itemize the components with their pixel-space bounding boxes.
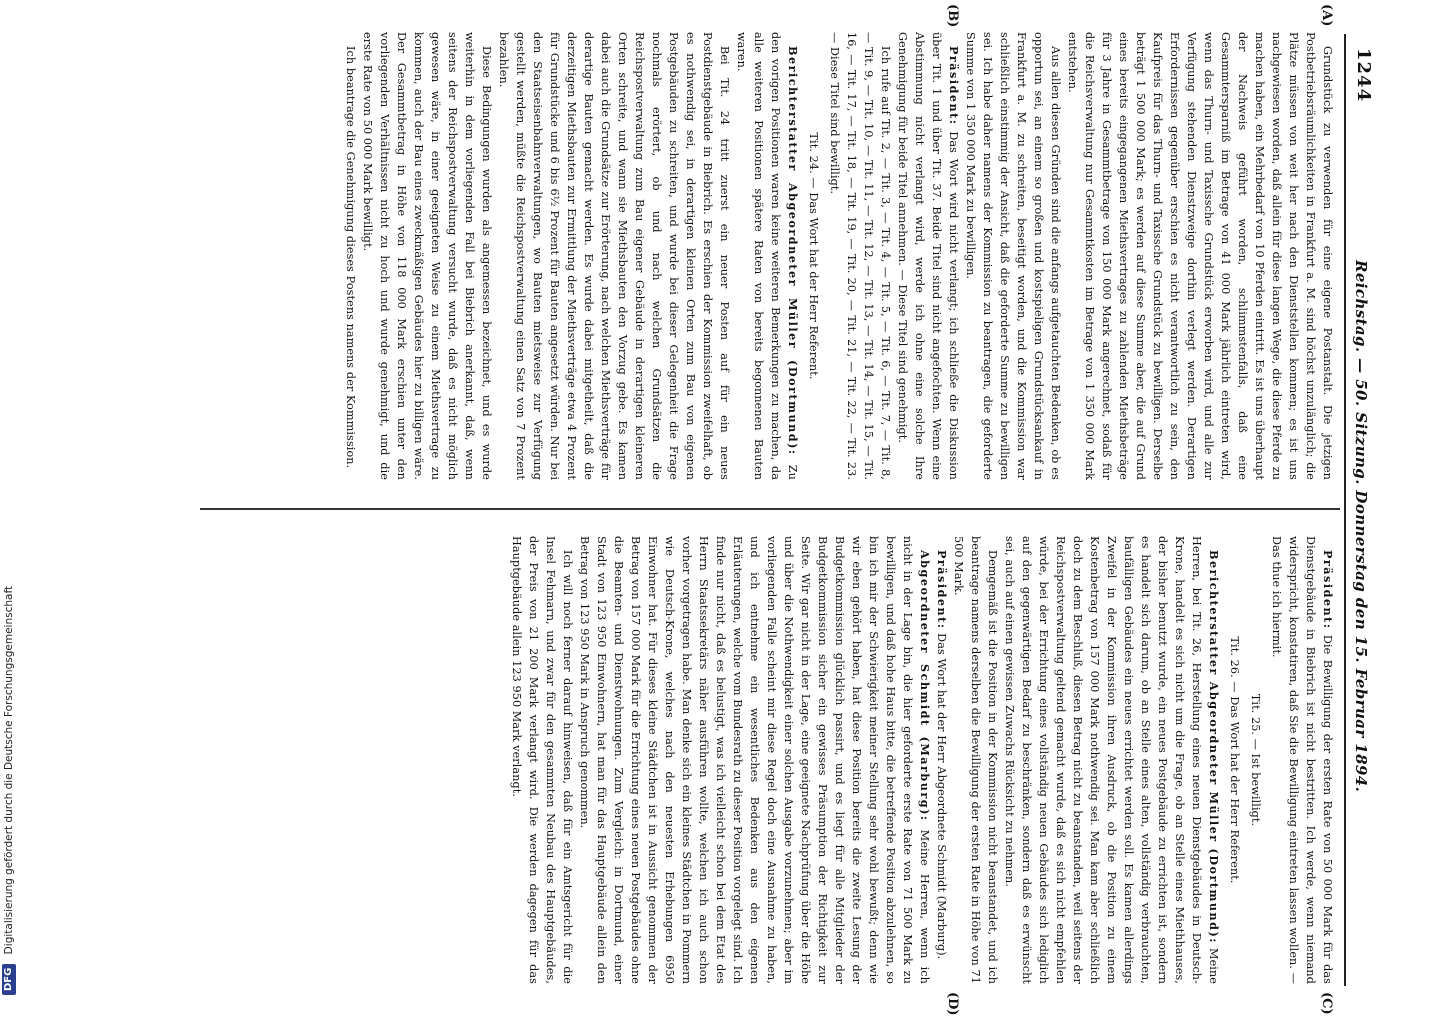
margin-marker-d: (D) — [945, 992, 960, 1016]
paragraph: Präsident: Das Wort hat der Herr Abgeordnete Schmidt (Marburg). — [935, 550, 949, 960]
paragraph: Ich rufe auf Tit. 2, — Tit. 3, — Tit. 4, — Tit. 5, — Tit. 6, — Tit. 7, — Tit. 8, — Tit. 9, — Tit. 10, — Tit. 11, — Tit. 12, — Tit. 13, — Tit. 14, — Tit. 15, — Tit. 16, — Tit. 17, — Tit. 18, — Tit. 19, — Tit. 20, — Tit. 21, — Tit. 22, — Tit. 23. — Diese Titel sind bewilligt. — [828, 32, 892, 480]
margin-marker-c: (C) — [1319, 992, 1334, 1015]
speaker-name: Berichterstatter Abgeordneter Müller (Dortmund): — [786, 46, 800, 456]
right-column — [216, 536, 1336, 984]
speaker-name: Präsident: — [947, 46, 961, 126]
page-header — [1340, 30, 1380, 990]
header-rule — [1344, 34, 1346, 986]
paragraph: Ich beantrage die Genehmigung dieses Postens namens der Kommission. — [344, 46, 357, 469]
speaker-name: Präsident: — [935, 550, 949, 630]
paragraph: Aus allen diesen Gründen sind die anfangs aufgetauchten Bedenken, ob es opportun sei, an einem so großen und kostspieligen Grundstücksankauf in Frankfurt a. M. zu schreiten, beseitigt worden, und die Kommission war schließlich einstimmig der Ansicht, daß die geforderte Summe zu bewilligen sei. Ich habe daher namens der Kommission zu beantragen, die geforderte Summe von 1 350 000 Mark zu bewilligen. — [964, 32, 1062, 480]
paragraph: Grundstück zu verwenden für eine eigene Postanstalt. Die jetzigen Postbetriebsräumlichkeiten in Frankfurt a. M. sind höchst unzulänglich; die Plätze müssen von weit her nach den Dienststellen kommen; es ist uns nachgewiesen worden, daß allein für diese langen Wege, die diese Pferde zu machen haben, ein Mehrbedarf von 10 Pferden eintritt. Es ist uns überhaupt der Nachweis geführt worden, schlimmstenfalls, daß eine Gesammtersparniß im Betrage von 41 000 Mark jährlich eintreten wird, wenn das Thurn- und Taxissche Grundstück erworben wird, und alle zur Verfügung stehenden Dienstzweige dorthin verlegt werden. Derartigen Erfordernissen gegenüber erschien es nicht verantwortlich zu sein, den Kaufpreis für das Thurn- und Taxissche Grundstück zu bewilligen. Derselbe beträgt 1 500 000 Mark; es werden auf diese Summe aber, die auf Grund eines bereits eingegangenen Miethsvertrages zu zahlenden Miethsbeträge für 3 Jahre in Gesammtbetrage von 150 000 Mark angerechnet, sodaß für die Reichsverwaltung nur Gesammtkosten im Betrage von 1 350 000 Mark entstehen. — [1066, 32, 1334, 480]
digitization-credit — [2, 15, 20, 995]
left-column — [216, 32, 1336, 480]
speaker-name: Berichterstatter Abgeordneter Müller (Dortmund): — [1207, 550, 1221, 944]
paragraph: Diese Bedingungen wurden als angemessen bezeichnet, und es wurde weiterhin in dem vorliegenden Fall bei Biebrich anerkannt, daß, wenn seitens der Reichspostverwaltung versucht wurde, daß es nicht möglich gewesen wäre, in einer geeigneten Weise zu einem Miethsvertrage zu kommen, auch der Bau eines zweckmäßigen Gebäudes hier zu billigen wäre. Der Gesammtbetrag in Höhe von 118 000 Mark erschien unter den vorliegenden Verhältnissen nicht zu hoch und wurde genehmigt, und die erste Rate von 50 000 Mark bewilligt. — [361, 32, 493, 480]
paragraph: Präsident: Die Bewilligung der ersten Rate von 50 000 Mark für das Dienstgebäude in Biebrich ist nicht bestritten. Ich werde, wenn niemand widerspricht, konstatiren, daß Sie die Bewilligung eintreten lassen wollen. — Das thue ich hiermit. — [1270, 536, 1335, 984]
margin-marker-a: (A) — [1319, 4, 1334, 27]
paragraph: Ich will noch ferner darauf hinweisen, daß für ein Amtsgericht für die Insel Fehmarn, und zwar für den gesammten Neubau des Hauptgebäudes, der Preis von 21 200 Mark verlangt wird. Die werden dagegen für das Hauptgebäude allein 123 950 Mark verlangt. — [510, 536, 574, 984]
dfg-logo: DFG — [2, 964, 16, 995]
margin-marker-b: (B) — [945, 4, 960, 28]
paragraph: Tit. 24. — Das Wort hat der Herr Referent. — [807, 132, 820, 380]
paragraph: Bei Tit. 24 tritt zuerst ein neuer Posten auf für ein neues Postdienstgebäude in Biebrich. Es erschien der Kommission zweifelhaft, ob es nothwendig sei, in derartigen kleinen Orten zum Bau von eigenen Postgebäuden zu schreiten, und wurde bei dieser Gelegenheit die Frage nochmals erörtert, ob und nach welchen Grundsätzen die Reichspostverwaltung zum Bau eigener Gebäude in derartigen kleineren Orten schreite, und wann sie Miethsbauten den Vorzug gebe. Es kamen dabei auch die Grundsätze zur Erörterung, nach welchen Miethsverträge für derartige Bauten gemacht werden. Es wurde dabei mitgetheilt, daß die derzeitigen Miethsbauten zur Ermittlung der Miethsverträge etwa 4 Prozent für Grundstücke und 6 bis 6½ Prozent für Bauten angesetzt würden. Nur bei den Staatseisenbahnverwaltungen, wo Bauten mietsweise zur Verfügung gestellt werden, müßte die Reichspostverwaltung einen Satz von 7 Prozent bezahlen. — [497, 32, 731, 480]
speaker-name: Abgeordneter Schmidt (Marburg): — [918, 550, 932, 822]
paragraph: Berichterstatter Abgeordneter Müller (Dortmund): Zu den vorigen Positionen waren keine weiteren Bemerkungen zu machen, da alle weiteren Positionen spätere Raten von bereits begonnenen Bauten waren. — [735, 32, 800, 480]
page-number: 1244 — [1353, 48, 1374, 103]
paragraph: Abgeordneter Schmidt (Marburg): Meine Herren, wenn ich nicht in der Lage bin, die hier geforderte erste Rate von 71 500 Mark zu bewilligen, und daß hohe Haus bitte, die betreffende Position abzulehnen, so bin ich mir der Schwierigkeit meiner Stellung sehr wohl bewußt; denn wie wir eben gehört haben, hat diese Position bereits die zweite Lesung der Budgetkommission glücklich passirt, und es liegt für alle Mitglieder der Budgetkommission sicher ein gewisses Präsumption der Richtigkeit zur Seite. Wir gar nicht in der Lage, eine geeignete Nachprüfung über die Höhe und über die Nothwendigkeit einer solchen Ausgabe vorzunehmen; aber im vorliegenden Falle scheint mir diese Regel doch eine Ausnahme zu haben, und ich entnehme ein wesentliches Bedenken aus den eigenen Erläuterungen, welche vom Bundesrath zu dieser Position vorgelegt sind. Ich finde nur nicht, daß es belustigt, was ich vielleicht schon bei dem Etat des Herrn Staatssekretärs näher ausführen wollte, welchen ich auch schon vorher vorgetragen habe. Man denke sich ein kleines Städtchen in Pommern wie Deutsch-Krone, welches nach den neuesten Erhebungen 6950 Einwohner hat. Für dieses kleine Städtchen ist in Aussicht genommen der Betrag von 157 000 Mark für die Errichtung eines neuen Postgebäudes ohne die Beamten- und Dienstwohnungen. Zum Vergleich: in Dortmund, einer Stadt von 123 950 Einwohnern, hat man für das Hauptgebäude allein den Betrag von 123 950 Mark in Anspruch genommen. — [578, 536, 932, 984]
credit-text: Digitalisierung gefördert durch die Deutsche Forschungsgemeinschaft — [3, 585, 15, 955]
page — [40, 4, 1380, 1016]
running-title: Reichstag. — 50. Sitzung. Donnerstag den 15. Februar 1894. — [1352, 260, 1370, 793]
paragraph: Tit. 25. — Ist bewilligt. — [1249, 693, 1262, 827]
paragraph: Berichterstatter Abgeordneter Müller (Dortmund): Meine Herren, bei Tit. 26, Herstellung eines neuen Dienstgebäudes in Deutsch-Krone, handelt es sich nicht um die Frage, ob an Stelle eines Miethhauses, der bisher benutzt wurde, ein neues Postgebäude zu errichten ist, sondern es handelt sich darum, ob an Stelle eines alten, vollständig verbrauchten, baufälligen Gebäudes ein neues errichtet werden soll. Es kamen allerdings Zweifel in der Kommission ihren Ausdruck, ob die Position zu einem Kostenbetrag von 157 000 Mark nothwendig sei. Man kam aber schließlich doch zu dem Beschluß, diesen Betrag nicht zu beanstanden, weil seitens der Reichspostverwaltung geltend gemacht wurde, daß es sich nicht empfehlen würde, bei der Errichtung eines vollständig neuen Gebäudes sich lediglich auf den gegenwärtigen Bedarf zu beschränken, sondern daß es erwünscht sei, auch auf einen gewissen Zuwachs Rücksicht zu nehmen. — [1003, 536, 1221, 984]
paragraph: Präsident: Das Wort wird nicht verlangt; ich schließe die Diskussion über Tit. 1 und über Tit. 37. Beide Titel sind nicht angefochten. Wenn eine Abstimmung nicht verlangt wird, werde ich ohne eine solche Ihre Genehmigung für beide Titel annehmen. — Diese Titel sind genehmigt. — [896, 32, 961, 480]
speaker-name: Präsident: — [1321, 550, 1335, 630]
paragraph: Tit. 26. — Das Wort hat der Herr Referent. — [1228, 636, 1241, 884]
paragraph: Demgemäß ist die Position in der Kommission nicht beanstandet, und ich beantrage namens derselben die Bewilligung der ersten Rate in Höhe von 71 500 Mark. — [952, 536, 999, 984]
column-rule — [200, 508, 1340, 510]
